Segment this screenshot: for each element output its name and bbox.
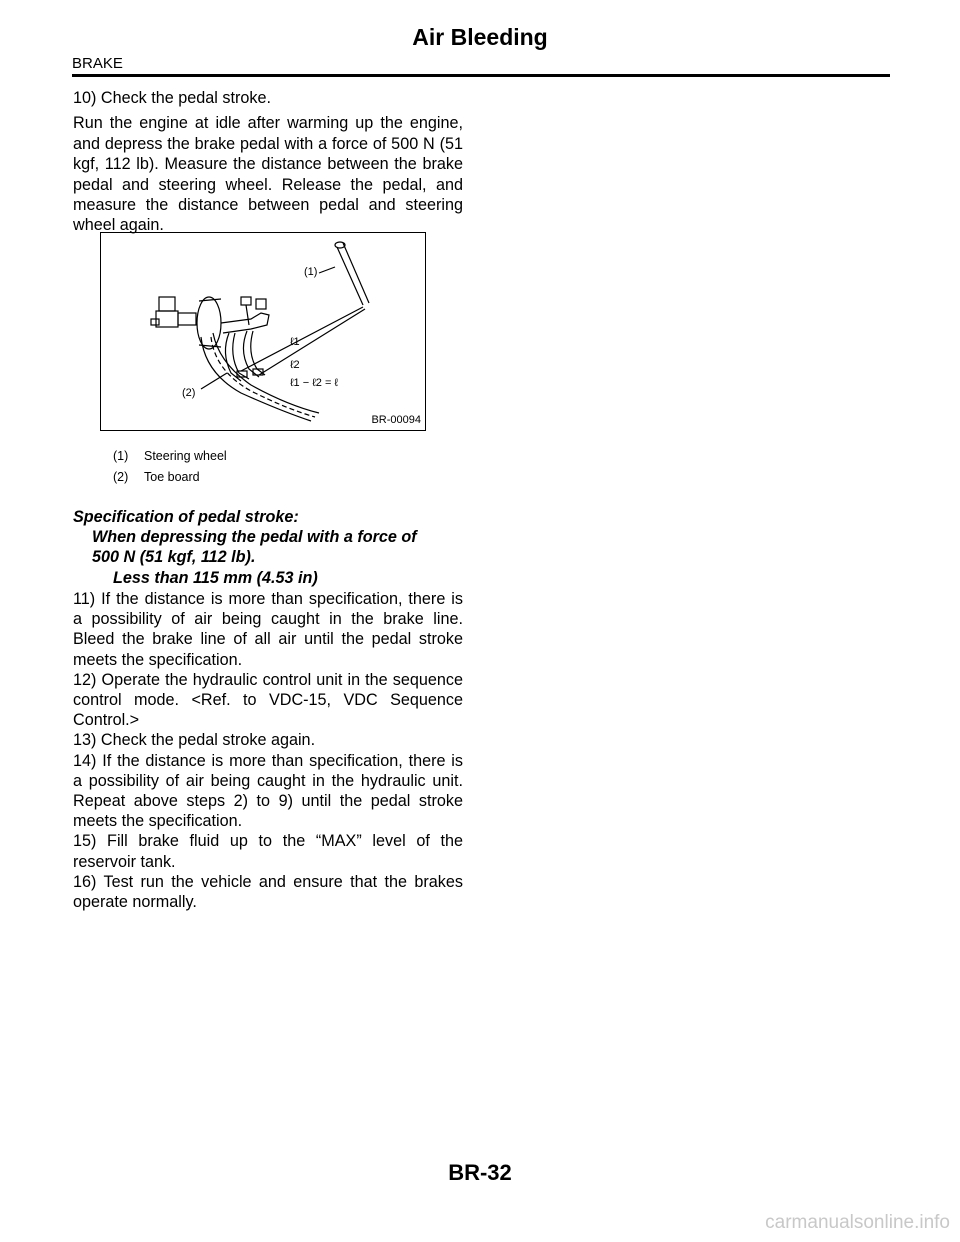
pedal-diagram-illustration [101,233,425,430]
figure-callout-1: (1) [304,266,318,278]
step-10-heading: 10) Check the pedal stroke. [73,89,271,107]
spec-condition-line-2: 500 N (51 kgf, 112 lb). [92,548,256,567]
specification-block [73,507,417,588]
figure-code: BR-00094 [371,414,421,426]
pedal-stroke-figure [100,232,426,431]
step-10-text: Run the engine at idle after warming up the engine, and depress the brake pedal with a force of 500 N (51 kgf, 112 lb). Measure the distance between the brake pedal and steering wheel. Release the pedal, and measure the distance between pedal and steering wheel again. [73,114,463,235]
legend-number: (2) [113,470,129,484]
step-10-block [73,88,463,236]
step-15: 15) Fill brake fluid up to the “MAX” level of the reservoir tank. [73,832,463,871]
figure-formula: ℓ1 − ℓ2 = ℓ [290,377,338,389]
section-label: BRAKE [72,55,123,72]
figure-legend [113,446,227,488]
steps-block [73,589,463,912]
watermark-text: carmanualsonline.info [765,1212,950,1233]
spec-condition-line-1: When depressing the pedal with a force of [92,528,417,547]
legend-text: Steering wheel [144,449,227,463]
step-12: 12) Operate the hydraulic control unit in the sequence control mode. <Ref. to VDC-15, VDC Sequence Control.> [73,670,463,730]
figure-callout-2: (2) [182,387,196,399]
legend-item [113,467,227,488]
step-16: 16) Test run the vehicle and ensure that the brakes operate normally. [73,872,463,912]
spec-heading: Specification of pedal stroke: [73,508,299,526]
page-number: BR-32 [448,1160,512,1185]
figure-l2: ℓ2 [290,359,300,371]
header-rule [72,74,890,77]
legend-item [113,446,227,467]
page-title: Air Bleeding [412,24,548,50]
step-11: 11) If the distance is more than specification, there is a possibility of air being caught in the brake line. Bleed the brake line of all air until the pedal stroke meets the specification. [73,590,463,669]
step-14: 14) If the distance is more than specification, there is a possibility of air being caught in the hydraulic unit. Repeat above steps 2) to 9) until the pedal stroke meets the specification. [73,751,463,831]
legend-number: (1) [113,449,129,463]
figure-l1: ℓ1 [290,336,300,348]
spec-value: Less than 115 mm (4.53 in) [113,568,318,587]
step-13: 13) Check the pedal stroke again. [73,731,316,750]
legend-text: Toe board [144,470,200,484]
